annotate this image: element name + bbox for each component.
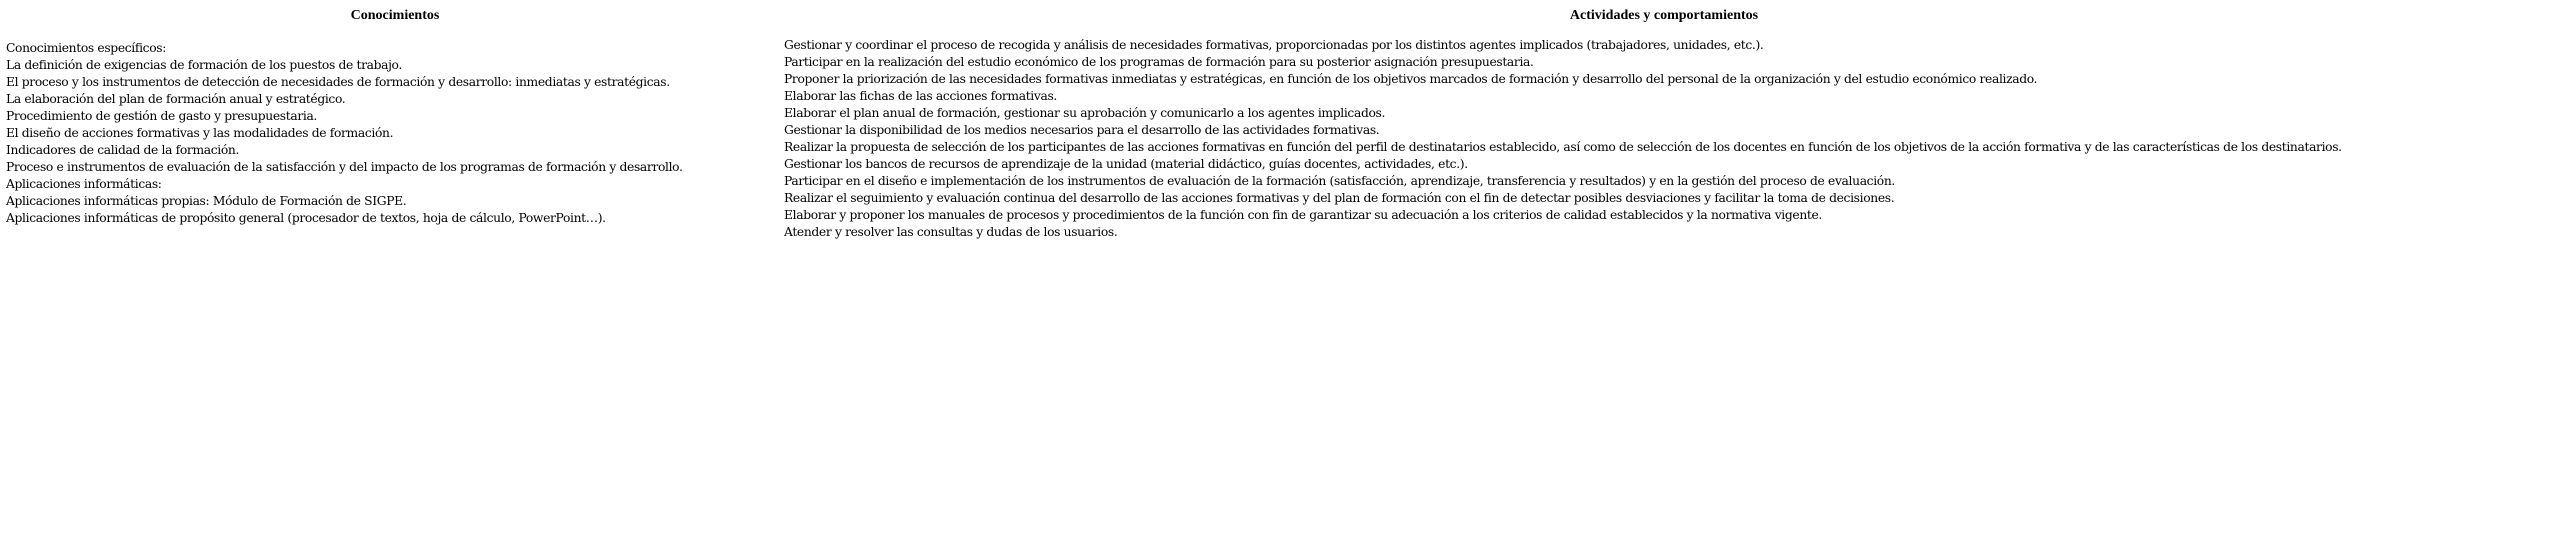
conocimientos-line: Aplicaciones informáticas de propósito general (procesador de textos, hoja de cálculo, PowerPoint…). [6, 211, 606, 225]
conocimientos-line: Proceso e instrumentos de evaluación de la satisfacción y del impacto de los programas de formación y desarrollo. [6, 160, 683, 174]
conocimientos-line: La definición de exigencias de formación de los puestos de trabajo. [6, 58, 402, 72]
actividades-list [784, 28, 2544, 241]
conocimientos-line: El proceso y los instrumentos de detección de necesidades de formación y desarrollo: inmediatas y estratégicas. [6, 75, 670, 89]
actividades-header: Actividades y comportamientos [1569, 8, 1759, 23]
actividades-line: Atender y resolver las consultas y dudas de los usuarios. [784, 225, 1118, 239]
actividades-line: Elaborar y proponer los manuales de procesos y procedimientos de la función con fin de garantizar su adecuación a los criterios de calidad establecidos y la normativa vigente. [784, 208, 1822, 222]
conocimientos-line: Aplicaciones informáticas: [6, 177, 162, 191]
conocimientos-cell [6, 28, 784, 241]
conocimientos-line: La elaboración del plan de formación anual y estratégico. [6, 92, 346, 106]
table-row [6, 28, 2544, 241]
actividades-line: Participar en el diseño e implementación de los instrumentos de evaluación de la formación (satisfacción, aprendizaje, transferencia y resultados) y en la gestión del proceso de evaluación. [784, 174, 1895, 188]
conocimientos-line: Aplicaciones informáticas propias: Módulo de Formación de SIGPE. [6, 194, 407, 208]
actividades-line: Participar en la realización del estudio económico de los programas de formación para su posterior asignación presupuestaria. [784, 55, 1534, 69]
competencies-table [6, 6, 2544, 241]
conocimientos-line: Indicadores de calidad de la formación. [6, 143, 240, 157]
table-header-row [6, 6, 2544, 28]
actividades-cell [784, 28, 2544, 241]
conocimientos-line: Conocimientos específicos: [6, 41, 166, 55]
actividades-line: Elaborar el plan anual de formación, gestionar su aprobación y comunicarlo a los agentes implicados. [784, 106, 1386, 120]
actividades-line: Elaborar las fichas de las acciones formativas. [784, 89, 1057, 103]
actividades-line: Gestionar la disponibilidad de los medios necesarios para el desarrollo de las actividades formativas. [784, 123, 1380, 137]
conocimientos-list [6, 28, 784, 227]
conocimientos-header: Conocimientos [350, 8, 440, 23]
actividades-line: Proponer la priorización de las necesidades formativas inmediatas y estratégicas, en función de los objetivos marcados de formación y desarrollo del personal de la organización y del estudio económico realizado. [784, 72, 2038, 86]
actividades-line: Realizar la propuesta de selección de los participantes de las acciones formativas en función del perfil de destinatarios establecido, así como de selección de los docentes en función de los objetivos de la acción formativa y de las características de los destinatarios. [784, 140, 2342, 154]
actividades-line: Gestionar y coordinar el proceso de recogida y análisis de necesidades formativas, proporcionadas por los distintos agentes implicados (trabajadores, unidades, etc.). [784, 38, 1764, 52]
actividades-line: Realizar el seguimiento y evaluación continua del desarrollo de las acciones formativas y del plan de formación con el fin de detectar posibles desviaciones y facilitar la toma de decisiones. [784, 191, 1895, 205]
conocimientos-line: El diseño de acciones formativas y las modalidades de formación. [6, 126, 394, 140]
conocimientos-line: Procedimiento de gestión de gasto y presupuestaria. [6, 109, 317, 123]
actividades-line: Gestionar los bancos de recursos de aprendizaje de la unidad (material didáctico, guías docentes, actividades, etc.). [784, 157, 1468, 171]
